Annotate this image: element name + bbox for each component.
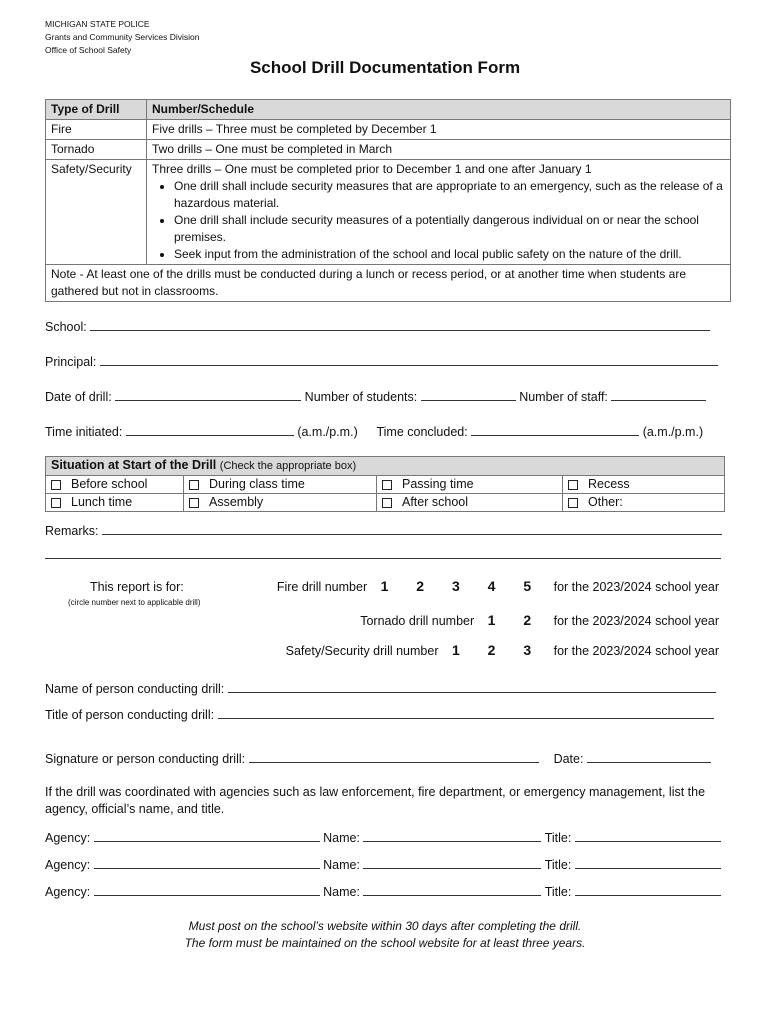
- fire-type: Fire: [46, 120, 147, 140]
- header-org-3: Office of School Safety: [45, 45, 132, 55]
- staff-field[interactable]: [611, 388, 706, 401]
- title-field[interactable]: [575, 883, 721, 896]
- conductor-name-label: Name of person conducting drill:: [45, 682, 225, 696]
- option-after-school: After school: [402, 495, 469, 509]
- security-drill-label: Safety/Security drill number: [285, 644, 439, 658]
- option-during-class: During class time: [209, 477, 305, 491]
- date-field[interactable]: [115, 388, 301, 401]
- remarks-field[interactable]: [102, 522, 722, 535]
- checkbox[interactable]: [568, 498, 578, 508]
- table-row: [46, 160, 731, 265]
- option-lunch-time: Lunch time: [71, 495, 133, 509]
- option-before-school: Before school: [71, 477, 148, 491]
- fire-year-text: for the 2023/2024 school year: [553, 580, 719, 594]
- name-field[interactable]: [363, 829, 541, 842]
- principal-label: Principal:: [45, 355, 97, 369]
- checkbox[interactable]: [51, 498, 61, 508]
- name-field[interactable]: [363, 883, 541, 896]
- agency-label: Agency:: [45, 858, 91, 872]
- name-field[interactable]: [363, 856, 541, 869]
- header-org-2: Grants and Community Services Division: [45, 32, 200, 42]
- title-field[interactable]: [575, 829, 721, 842]
- time-concluded-field[interactable]: [471, 423, 639, 436]
- fire-schedule: Five drills – Three must be completed by December 1: [147, 120, 731, 140]
- title-label: Title:: [544, 831, 572, 845]
- tornado-year-text: for the 2023/2024 school year: [553, 614, 719, 628]
- agencies-intro: If the drill was coordinated with agencies such as law enforcement, fire department, or emergency management, list the agency, official’s name, and title.: [45, 785, 706, 816]
- list-item: • One drill shall include security measures that are appropriate to an emergency, such as the release of a hazardous material.: [174, 178, 725, 212]
- time-concluded-label: Time concluded:: [376, 425, 468, 439]
- col-type-header: Type of Drill: [46, 100, 147, 120]
- checkbox[interactable]: [382, 480, 392, 490]
- checkbox[interactable]: [382, 498, 392, 508]
- tornado-type: Tornado: [46, 140, 147, 160]
- option-recess: Recess: [588, 477, 630, 491]
- checkbox[interactable]: [51, 480, 61, 490]
- option-assembly: Assembly: [209, 495, 264, 509]
- staff-label: Number of staff:: [519, 390, 608, 404]
- title-field[interactable]: [575, 856, 721, 869]
- checkbox[interactable]: [189, 498, 199, 508]
- tornado-drill-numbers[interactable]: 1 2: [487, 612, 544, 628]
- list-item: • Seek input from the administration of the school and local public safety on the nature of the drill.: [174, 246, 725, 263]
- agency-field[interactable]: [94, 883, 320, 896]
- agency-field[interactable]: [94, 856, 320, 869]
- agency-field[interactable]: [94, 829, 320, 842]
- agency-row: [45, 829, 721, 845]
- table-row: [46, 120, 731, 140]
- security-bullets: [152, 178, 725, 263]
- checkbox[interactable]: [189, 480, 199, 490]
- agency-label: Agency:: [45, 885, 91, 899]
- signature-date-field[interactable]: [587, 750, 711, 763]
- tornado-schedule: Two drills – One must be completed in March: [147, 140, 731, 160]
- table-row: [46, 140, 731, 160]
- date-label: Date of drill:: [45, 390, 112, 404]
- situation-table: [45, 456, 725, 512]
- situation-heading: Situation at Start of the Drill: [51, 458, 217, 472]
- security-year-text: for the 2023/2024 school year: [553, 644, 719, 658]
- title-label: Title:: [544, 858, 572, 872]
- title-label: Title:: [544, 885, 572, 899]
- remarks-field-line-2[interactable]: [45, 558, 721, 559]
- situation-heading-note: (Check the appropriate box): [219, 460, 357, 472]
- security-schedule: Three drills – One must be completed prior to December 1 and one after January 1: [152, 162, 592, 176]
- report-label: This report is for:: [90, 580, 184, 594]
- page-title: School Drill Documentation Form: [249, 58, 521, 77]
- list-item: • One drill shall include security measures of a potentially dangerous individual on or near the school premises.: [174, 212, 725, 246]
- checkbox[interactable]: [568, 480, 578, 490]
- conductor-title-label: Title of person conducting drill:: [45, 708, 215, 722]
- tornado-drill-label: Tornado drill number: [360, 614, 475, 628]
- time-initiated-field[interactable]: [126, 423, 294, 436]
- footer-line-2: The form must be maintained on the school website for at least three years.: [184, 936, 586, 950]
- agency-row: [45, 883, 721, 899]
- conductor-name-field[interactable]: [228, 680, 716, 693]
- ampm-label: (a.m./p.m.): [642, 425, 704, 439]
- report-sub: (circle number next to applicable drill): [68, 598, 201, 607]
- ampm-label: (a.m./p.m.): [297, 425, 358, 439]
- signature-field[interactable]: [249, 750, 539, 763]
- students-label: Number of students:: [304, 390, 418, 404]
- drill-note: Note - At least one of the drills must be conducted during a lunch or recess period, or at another time when students are gathered but not in classrooms.: [46, 265, 731, 302]
- agency-label: Agency:: [45, 831, 91, 845]
- drill-requirements-table: [45, 99, 731, 302]
- name-label: Name:: [323, 858, 360, 872]
- agency-row: [45, 856, 721, 872]
- name-label: Name:: [323, 831, 360, 845]
- students-field[interactable]: [421, 388, 516, 401]
- security-drill-numbers[interactable]: 1 2 3: [451, 642, 544, 658]
- header-org-1: MICHIGAN STATE POLICE: [45, 19, 150, 29]
- fire-drill-label: Fire drill number: [276, 580, 368, 594]
- school-label: School:: [45, 320, 87, 334]
- school-field[interactable]: [90, 318, 710, 331]
- option-other: Other:: [588, 495, 623, 509]
- remarks-label: Remarks:: [45, 524, 99, 538]
- option-passing-time: Passing time: [402, 477, 474, 491]
- signature-label: Signature or person conducting drill:: [45, 752, 246, 766]
- time-initiated-label: Time initiated:: [45, 425, 123, 439]
- footer-line-1: Must post on the school’s website within 30 days after completing the drill.: [188, 919, 582, 933]
- name-label: Name:: [323, 885, 360, 899]
- fire-drill-numbers[interactable]: 1 2 3 4 5: [380, 578, 544, 594]
- security-type: Safety/Security: [46, 160, 147, 265]
- col-schedule-header: Number/Schedule: [147, 100, 731, 120]
- conductor-title-field[interactable]: [218, 706, 714, 719]
- signature-date-label: Date:: [553, 752, 584, 766]
- principal-field[interactable]: [100, 353, 718, 366]
